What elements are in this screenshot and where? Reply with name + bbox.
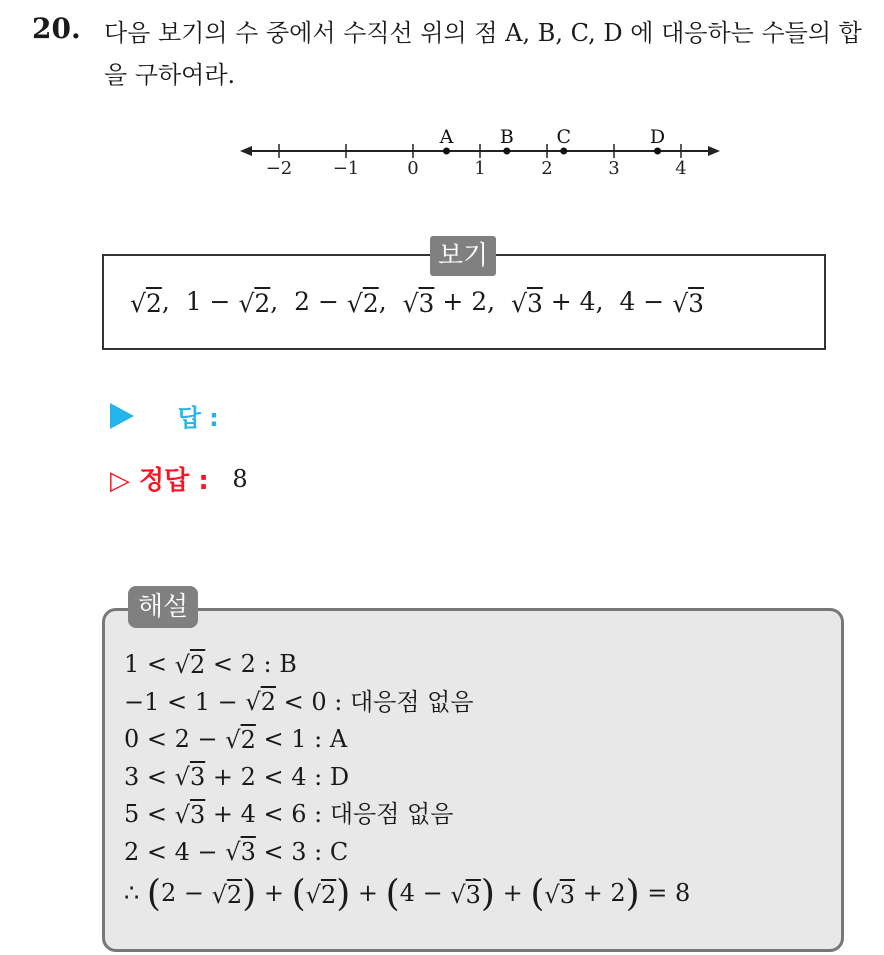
number-line-tick-label: 1: [474, 158, 486, 179]
explanation-final-line: ∴ (2 − √2) + (√2) + (4 − √3) + (√3 + 2) = 8: [124, 873, 691, 915]
sqrt-expression: √2: [238, 288, 271, 318]
bogi-term: 1 −: [185, 287, 239, 316]
bogi-items: √2, 1 − √2, 2 − √2, √3 + 2, √3 + 4, 4 − √3: [130, 287, 705, 318]
number-line-point: [503, 148, 510, 155]
number-line-tick-label: −1: [332, 158, 360, 179]
sqrt-expression: √3: [511, 288, 543, 318]
correct-answer-row: [110, 460, 248, 497]
number-line-tick-label: 4: [675, 158, 687, 179]
explanation-line: 2 < 4 − √3 < 3 : C: [124, 837, 349, 867]
number-line-point-label: D: [649, 126, 666, 148]
bogi-tag: 보기: [430, 236, 496, 276]
number-line-point-label: A: [439, 126, 454, 148]
bogi-term: 2 −: [294, 287, 347, 316]
play-arrow-icon: [110, 403, 134, 429]
bogi-term: 4 −: [619, 287, 673, 316]
bogi-term: + 4: [542, 287, 596, 316]
answer-row: [110, 398, 219, 433]
question-number: 20.: [32, 12, 81, 45]
number-line: [236, 118, 726, 182]
number-line-point-label: C: [556, 126, 572, 148]
answer-label: 답 :: [177, 404, 219, 432]
right-arrow-icon: [708, 146, 720, 156]
correct-answer-label: ▷ 정답 :: [110, 466, 209, 496]
left-arrow-icon: [240, 146, 252, 156]
question-text: 다음 보기의 수 중에서 수직선 위의 점 A, B, C, D 에 대응하는 수들의 합을 구하여라.: [104, 19, 862, 89]
number-line-tick-label: −2: [265, 158, 293, 179]
number-line-point: [560, 148, 567, 155]
explanation-tag: 해설: [128, 586, 198, 628]
sqrt-expression: √2: [130, 288, 162, 318]
sqrt-expression: √3: [402, 288, 435, 318]
sqrt-expression: √2: [346, 288, 379, 318]
explanation-line: 1 < √2 < 2 : B: [124, 650, 297, 679]
explanation-line: 3 < √3 + 2 < 4 : D: [124, 762, 350, 792]
correct-answer-value: 8: [232, 464, 248, 493]
number-line-point: [443, 148, 450, 155]
explanation-line: −1 < 1 − √2 < 0 : 대응점 없음: [124, 687, 474, 717]
explanation-line: 0 < 2 − √2 < 1 : A: [124, 725, 348, 754]
number-line-point: [654, 148, 661, 155]
explanation-line: 5 < √3 + 4 < 6 : 대응점 없음: [124, 800, 454, 829]
sqrt-expression: √3: [672, 288, 705, 318]
number-line-tick-label: 2: [541, 158, 553, 179]
explanation-lines: [124, 646, 690, 915]
number-line-point-label: B: [499, 126, 514, 148]
bogi-term: + 2: [434, 287, 488, 316]
number-line-tick-label: 0: [407, 158, 419, 179]
number-line-tick-label: 3: [608, 158, 620, 179]
